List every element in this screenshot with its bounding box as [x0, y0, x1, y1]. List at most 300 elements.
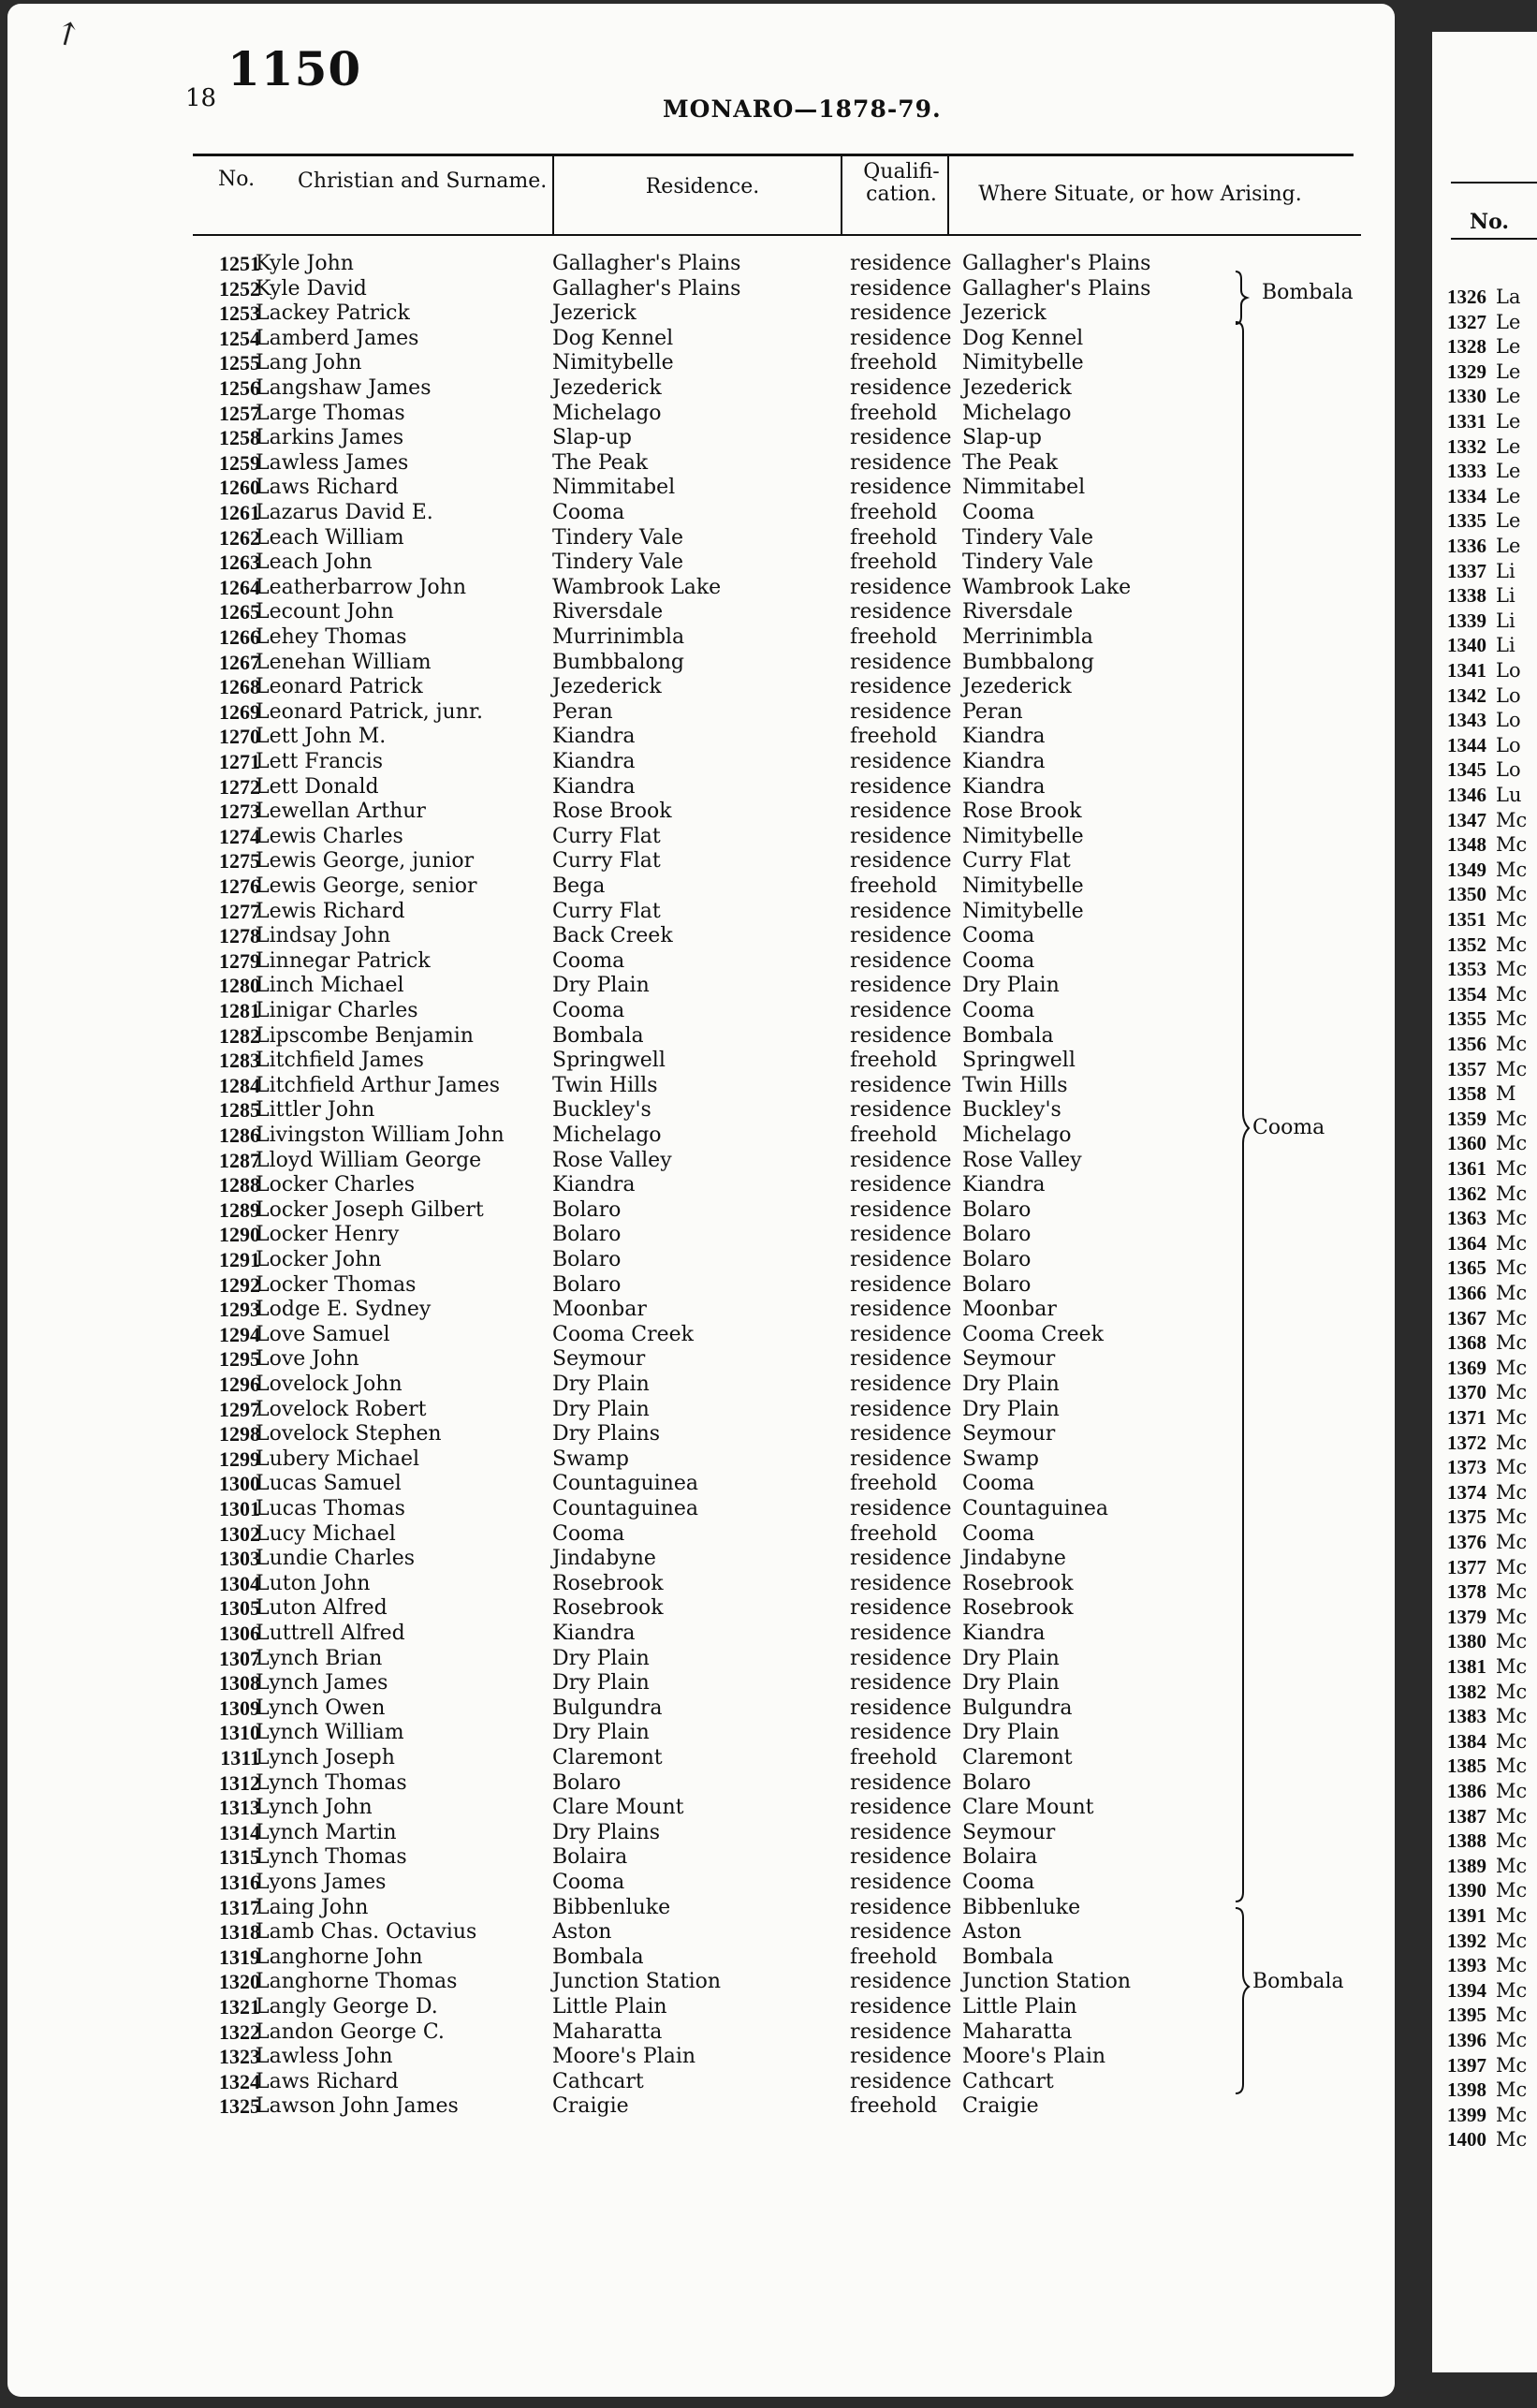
facing-entry-name: Li [1496, 559, 1515, 582]
entry-name: Lamberd James [256, 326, 419, 350]
entry-qualification: residence [850, 1646, 952, 1670]
entry-where: Nimitybelle [962, 899, 1084, 923]
entry-residence: Bibbenluke [552, 1895, 671, 1919]
entry-residence: Tindery Vale [552, 525, 683, 550]
entry-where: Maharatta [962, 2019, 1073, 2044]
entry-residence: Cooma [552, 948, 625, 973]
entry-residence: Bega [552, 874, 606, 898]
facing-entry-name: Mc [1496, 883, 1528, 906]
facing-row [1432, 733, 1521, 757]
facing-entry-number: 1390 [1447, 1879, 1486, 1902]
entry-residence: Nimmitabel [552, 476, 676, 500]
entry-qualification: freehold [850, 625, 938, 649]
entry-name: Lecount John [256, 600, 394, 624]
folio-number: 1150 [227, 41, 362, 96]
entry-qualification: residence [850, 1845, 952, 1870]
facing-entry-number: 1347 [1447, 808, 1486, 831]
entry-name: Lamb Chas. Octavius [256, 1920, 477, 1945]
entry-number: 1259 [219, 450, 260, 475]
entry-name: Lodge E. Sydney [256, 1298, 432, 1322]
entry-number: 1260 [219, 476, 260, 500]
entry-qualification: residence [850, 252, 952, 275]
facing-entry-name: Mc [1496, 2053, 1528, 2077]
entry-number: 1257 [219, 401, 260, 425]
entry-where: Kiandra [962, 1173, 1046, 1197]
entry-where: Curry Flat [962, 849, 1071, 874]
facing-row [1432, 783, 1521, 807]
entry-residence: Bolaro [552, 1770, 622, 1795]
facing-entry-name: Mc [1496, 1605, 1528, 1628]
entry-name: Kyle John [256, 252, 354, 275]
entry-name: Laws Richard [256, 2069, 399, 2093]
facing-entry-number: 1356 [1447, 1033, 1486, 1055]
entry-number: 1302 [219, 1521, 260, 1546]
entry-residence: Cooma [552, 1871, 625, 1894]
folio-small: 18 [185, 84, 217, 112]
facing-entry-name: Mc [1496, 982, 1528, 1006]
entry-number: 1256 [219, 376, 260, 400]
entry-number: 1261 [219, 501, 260, 524]
entry-number: 1297 [219, 1397, 260, 1421]
entry-qualification: residence [850, 1721, 952, 1745]
entry-qualification: residence [850, 2045, 952, 2069]
entry-name: Linnegar Patrick [256, 948, 431, 973]
entry-qualification: residence [850, 1446, 952, 1471]
facing-entry-name: Mc [1496, 1705, 1528, 1728]
entry-qualification: freehold [850, 2094, 938, 2119]
entry-residence: Michelago [552, 1123, 662, 1147]
entry-qualification: freehold [850, 1521, 938, 1546]
entry-qualification: residence [850, 1397, 952, 1421]
entry-qualification: residence [850, 948, 952, 973]
facing-row [1432, 1006, 1527, 1031]
entry-where: Bolaro [962, 1272, 1032, 1297]
header-where: Where Situate, or how Arising. [978, 183, 1302, 206]
entry-where: Dry Plain [962, 1671, 1060, 1696]
entry-where: Jezederick [962, 376, 1072, 400]
entry-name: Lipscombe Benjamin [256, 1023, 474, 1048]
facing-entry-name: Mc [1496, 958, 1528, 981]
entry-name: Lett John M. [256, 725, 387, 749]
facing-entry-name: Mc [1496, 1655, 1528, 1678]
facing-entry-number: 1400 [1447, 2128, 1486, 2151]
margin-mark: ↗ [46, 10, 89, 57]
facing-row [1432, 832, 1527, 857]
facing-row [1432, 384, 1520, 408]
entry-number: 1296 [219, 1373, 260, 1396]
facing-entry-number: 1346 [1447, 784, 1486, 806]
entry-number: 1267 [219, 650, 260, 674]
facing-entry-name: Mc [1496, 1804, 1528, 1828]
facing-entry-name: Li [1496, 634, 1515, 657]
entry-number: 1263 [219, 551, 260, 575]
entry-where: Bolaro [962, 1248, 1032, 1271]
entry-residence: Jindabyne [552, 1547, 656, 1571]
entry-qualification: residence [850, 1497, 952, 1520]
entry-residence: Dry Plains [552, 1820, 661, 1844]
facing-entry-number: 1328 [1447, 335, 1486, 359]
facing-row [1432, 1032, 1527, 1056]
facing-entry-number: 1397 [1447, 2053, 1486, 2077]
header-no: No. [218, 168, 256, 191]
entry-name: Locker Charles [256, 1173, 416, 1197]
entry-where: Claremont [962, 1746, 1073, 1769]
entry-qualification: residence [850, 1796, 952, 1820]
entry-where: Cooma [962, 924, 1035, 948]
entry-name: Lynch James [256, 1671, 388, 1696]
entry-where: Nimmitabel [962, 476, 1086, 500]
entry-qualification: residence [850, 1820, 952, 1844]
facing-entry-name: Lu [1496, 784, 1522, 806]
facing-entry-name: Mc [1496, 1331, 1528, 1355]
entry-number: 1283 [219, 1049, 260, 1073]
entry-residence: Bolaro [552, 1197, 622, 1222]
facing-row [1432, 1081, 1516, 1106]
facing-row [1432, 583, 1515, 608]
facing-row [1432, 1431, 1527, 1455]
entry-name: Linigar Charles [256, 999, 418, 1022]
entry-qualification: residence [850, 1248, 952, 1271]
facing-entry-name: Mc [1496, 1555, 1528, 1578]
entry-where: Dry Plain [962, 1397, 1060, 1421]
facing-row [1432, 559, 1515, 583]
entry-where: Rose Brook [962, 800, 1082, 824]
entry-number: 1299 [219, 1446, 260, 1471]
entry-qualification: residence [850, 1322, 952, 1346]
facing-row [1432, 434, 1520, 459]
entry-number: 1320 [219, 1970, 260, 1994]
entry-qualification: freehold [850, 401, 938, 425]
register-page [7, 4, 1395, 2397]
entry-where: Slap-up [962, 426, 1042, 450]
entry-name: Lyons James [256, 1871, 387, 1894]
facing-entry-number: 1326 [1447, 286, 1486, 308]
facing-entry-number: 1367 [1447, 1306, 1486, 1329]
facing-entry-number: 1366 [1447, 1282, 1486, 1304]
facing-row [1432, 1206, 1527, 1230]
facing-entry-name: Le [1496, 535, 1521, 557]
facing-header-rule [1451, 238, 1537, 240]
facing-entry-name: Mc [1496, 833, 1528, 857]
facing-entry-number: 1343 [1447, 709, 1486, 732]
facing-entry-name: Mc [1496, 1306, 1528, 1329]
facing-entry-name: Mc [1496, 1929, 1528, 1952]
facing-entry-name: Mc [1496, 1829, 1528, 1853]
facing-entry-name: La [1496, 286, 1521, 308]
facing-row [1432, 1530, 1527, 1554]
entry-where: Seymour [962, 1820, 1056, 1844]
facing-row [1432, 932, 1527, 957]
entry-residence: Bulgundra [552, 1696, 663, 1720]
entry-residence: Nimitybelle [552, 351, 674, 375]
entry-name: Lynch Owen [256, 1696, 386, 1720]
entry-where: Cooma [962, 999, 1035, 1022]
facing-entry-number: 1392 [1447, 1929, 1486, 1952]
facing-entry-name: Mc [1496, 1780, 1528, 1802]
brace-bombala-bottom [1236, 1908, 1249, 2093]
entry-residence: Kiandra [552, 774, 636, 799]
facing-entry-name: Mc [1496, 1904, 1528, 1927]
entry-name: Luton John [256, 1571, 371, 1595]
facing-row [1432, 1156, 1527, 1181]
entry-number: 1295 [219, 1347, 260, 1372]
entry-where: Wambrook Lake [962, 575, 1132, 599]
facing-entry-number: 1378 [1447, 1580, 1486, 1604]
facing-row [1432, 1903, 1527, 1928]
entry-qualification: freehold [850, 1945, 938, 1969]
entry-number: 1306 [219, 1622, 260, 1645]
facing-row [1432, 1330, 1527, 1355]
entry-qualification: freehold [850, 1049, 938, 1073]
facing-row [1432, 633, 1515, 657]
entry-where: Twin Hills [962, 1073, 1068, 1097]
facing-entry-number: 1333 [1447, 460, 1486, 483]
entry-where: Gallagher's Plains [962, 252, 1151, 275]
entry-number: 1251 [219, 252, 260, 275]
entry-number: 1294 [219, 1322, 260, 1346]
facing-row [1432, 1754, 1527, 1778]
entry-qualification: residence [850, 326, 952, 350]
facing-entry-number: 1372 [1447, 1431, 1486, 1454]
entry-name: Lawless John [256, 2045, 393, 2069]
entry-number: 1316 [219, 1871, 260, 1894]
entry-where: Bolaro [962, 1770, 1032, 1795]
entry-number: 1321 [219, 1995, 260, 2019]
entry-name: Lovelock Robert [256, 1397, 427, 1421]
facing-entry-number: 1387 [1447, 1804, 1486, 1828]
entry-name: Lackey Patrick [256, 301, 410, 326]
facing-entry-name: Mc [1496, 1580, 1528, 1604]
facing-row [1432, 1480, 1527, 1505]
entry-number: 1304 [219, 1571, 260, 1595]
facing-row [1432, 2028, 1527, 2052]
entry-qualification: residence [850, 1023, 952, 1048]
facing-entry-name: Le [1496, 310, 1521, 333]
facing-row [1432, 957, 1527, 981]
facing-entry-number: 1364 [1447, 1231, 1486, 1255]
facing-row [1432, 484, 1520, 508]
entry-residence: Rose Valley [552, 1148, 672, 1172]
facing-entry-number: 1374 [1447, 1480, 1486, 1504]
entry-residence: Jezederick [552, 675, 662, 699]
facing-entry-number: 1381 [1447, 1655, 1486, 1678]
entry-number: 1271 [219, 750, 260, 773]
entry-number: 1322 [219, 2019, 260, 2044]
entry-where: Rose Valley [962, 1148, 1082, 1172]
facing-entry-name: Mc [1496, 2128, 1528, 2151]
facing-entry-name: Mc [1496, 1182, 1528, 1205]
facing-entry-number: 1362 [1447, 1182, 1486, 1205]
brace-bombala-top [1236, 272, 1247, 324]
entry-number: 1262 [219, 525, 260, 550]
entry-number: 1284 [219, 1073, 260, 1097]
entry-qualification: residence [850, 774, 952, 799]
entry-name: Leonard Patrick, junr. [256, 699, 483, 724]
entry-qualification: residence [850, 600, 952, 624]
facing-row [1432, 1380, 1527, 1404]
facing-entry-name: Lo [1496, 758, 1521, 782]
entry-name: Leatherbarrow John [256, 575, 466, 599]
entry-qualification: residence [850, 1073, 952, 1097]
facing-entry-name: Mc [1496, 858, 1528, 881]
entry-number: 1270 [219, 725, 260, 749]
entry-number: 1307 [219, 1646, 260, 1670]
facing-entry-name: Mc [1496, 2103, 1528, 2126]
entry-residence: Bolaira [552, 1845, 628, 1870]
entry-number: 1309 [219, 1696, 260, 1720]
facing-entry-number: 1383 [1447, 1705, 1486, 1728]
facing-entry-name: Mc [1496, 1231, 1528, 1255]
entry-qualification: residence [850, 1347, 952, 1372]
facing-entry-name: Mc [1496, 1680, 1528, 1703]
facing-entry-number: 1384 [1447, 1729, 1486, 1753]
entry-qualification: residence [850, 1696, 952, 1720]
entry-where: Bombala [962, 1023, 1054, 1048]
facing-entry-name: Le [1496, 509, 1521, 533]
facing-entry-number: 1350 [1447, 883, 1486, 906]
entry-name: Lynch Thomas [256, 1770, 407, 1795]
entry-where: Moore's Plain [962, 2045, 1106, 2069]
facing-entry-name: Mc [1496, 1854, 1528, 1877]
entry-number: 1272 [219, 774, 260, 799]
entry-residence: Little Plain [552, 1995, 667, 2019]
entry-qualification: residence [850, 1422, 952, 1446]
entry-number: 1276 [219, 874, 260, 898]
facing-entry-number: 1358 [1447, 1082, 1486, 1106]
entry-residence: Rosebrook [552, 1571, 664, 1595]
entry-name: Linch Michael [256, 974, 404, 998]
facing-row [1432, 285, 1520, 309]
entry-where: Kiandra [962, 725, 1046, 749]
facing-row [1432, 982, 1527, 1006]
entry-name: Laws Richard [256, 476, 399, 500]
facing-entry-number: 1327 [1447, 310, 1486, 333]
entry-qualification: residence [850, 1995, 952, 2019]
entry-name: Litchfield Arthur James [256, 1073, 500, 1097]
header-rule-bottom [193, 234, 1361, 236]
facing-entry-name: Mc [1496, 2029, 1528, 2051]
facing-entry-number: 1349 [1447, 858, 1486, 881]
header-name: Christian and Surname. [298, 169, 548, 193]
facing-entry-number: 1335 [1447, 509, 1486, 533]
entry-name: Lovelock John [256, 1373, 403, 1396]
facing-entry-name: Mc [1496, 1007, 1528, 1031]
facing-page [1432, 32, 1537, 2372]
facing-entry-number: 1389 [1447, 1854, 1486, 1877]
entry-number: 1252 [219, 276, 260, 301]
entry-where: Peran [962, 699, 1023, 724]
facing-entry-name: Mc [1496, 1954, 1528, 1977]
entry-residence: Dry Plain [552, 1671, 650, 1696]
facing-entry-number: 1342 [1447, 683, 1486, 707]
entry-number: 1290 [219, 1223, 260, 1247]
entry-where: Bumbbalong [962, 650, 1095, 674]
entry-residence: Kiandra [552, 1622, 636, 1645]
entry-number: 1266 [219, 625, 260, 649]
entry-where: Michelago [962, 401, 1072, 425]
entry-residence: Dry Plain [552, 974, 650, 998]
facing-entry-name: Lo [1496, 709, 1521, 732]
entry-name: Lynch Thomas [256, 1845, 407, 1870]
entry-name: Locker John [256, 1248, 382, 1271]
entry-name: Lucas Thomas [256, 1497, 405, 1520]
entry-residence: Craigie [552, 2094, 629, 2119]
entry-name: Lucy Michael [256, 1521, 396, 1546]
facing-entry-number: 1355 [1447, 1007, 1486, 1031]
facing-row [1432, 1579, 1527, 1604]
facing-entry-name: Mc [1496, 1406, 1528, 1429]
entry-name: Locker Henry [256, 1223, 400, 1247]
entry-residence: Cooma [552, 999, 625, 1022]
facing-row [1432, 858, 1527, 882]
facing-entry-number: 1336 [1447, 535, 1486, 557]
facing-entry-name: Mc [1496, 1057, 1528, 1080]
facing-row [1432, 1231, 1527, 1255]
entry-name: Leonard Patrick [256, 675, 423, 699]
entry-residence: Countaguinea [552, 1472, 698, 1496]
facing-entry-name: Mc [1496, 1107, 1528, 1130]
facing-row [1432, 1654, 1527, 1679]
entry-number: 1287 [219, 1148, 260, 1172]
facing-entry-number: 1368 [1447, 1331, 1486, 1355]
entry-residence: Dry Plains [552, 1422, 661, 1446]
entry-where: Cathcart [962, 2069, 1054, 2093]
entry-name: Lett Francis [256, 750, 384, 773]
facing-entry-number: 1359 [1447, 1107, 1486, 1130]
entry-name: Luton Alfred [256, 1596, 388, 1621]
entry-number: 1315 [219, 1845, 260, 1870]
facing-row [1432, 1804, 1527, 1828]
facing-entry-number: 1360 [1447, 1132, 1486, 1155]
entry-qualification: residence [850, 800, 952, 824]
facing-row [1432, 1629, 1527, 1653]
entry-where: Michelago [962, 1123, 1072, 1147]
entry-where: Bombala [962, 1945, 1054, 1969]
entry-where: Nimitybelle [962, 824, 1084, 848]
entry-number: 1279 [219, 948, 260, 973]
running-title: MONARO—1878-79. [663, 95, 942, 123]
entry-number: 1277 [219, 899, 260, 923]
facing-entry-name: Le [1496, 434, 1521, 458]
entry-qualification: residence [850, 1098, 952, 1123]
facing-row [1432, 1356, 1527, 1380]
entry-where: Jezederick [962, 675, 1072, 699]
entry-qualification: residence [850, 1622, 952, 1645]
entry-residence: Kiandra [552, 1173, 636, 1197]
entry-number: 1288 [219, 1173, 260, 1197]
entry-residence: Rose Brook [552, 800, 672, 824]
entry-number: 1319 [219, 1945, 260, 1969]
facing-row [1432, 609, 1515, 633]
entry-qualification: residence [850, 974, 952, 998]
facing-row [1432, 508, 1520, 533]
entry-residence: Gallagher's Plains [552, 252, 741, 275]
entry-where: Cooma [962, 1521, 1035, 1546]
entry-number: 1325 [219, 2094, 260, 2119]
entry-name: Lewis Richard [256, 899, 405, 923]
facing-row [1432, 360, 1520, 384]
facing-entry-number: 1331 [1447, 410, 1486, 433]
entry-where: Jezerick [962, 301, 1047, 326]
entry-name: Lundie Charles [256, 1547, 416, 1571]
entry-name: Lewis George, senior [256, 874, 477, 898]
entry-residence: Dog Kennel [552, 326, 674, 350]
facing-entry-number: 1351 [1447, 908, 1486, 931]
entry-residence: Slap-up [552, 426, 632, 450]
facing-entry-name: Lo [1496, 733, 1521, 756]
facing-entry-number: 1357 [1447, 1057, 1486, 1080]
facing-entry-name: Mc [1496, 1207, 1528, 1230]
